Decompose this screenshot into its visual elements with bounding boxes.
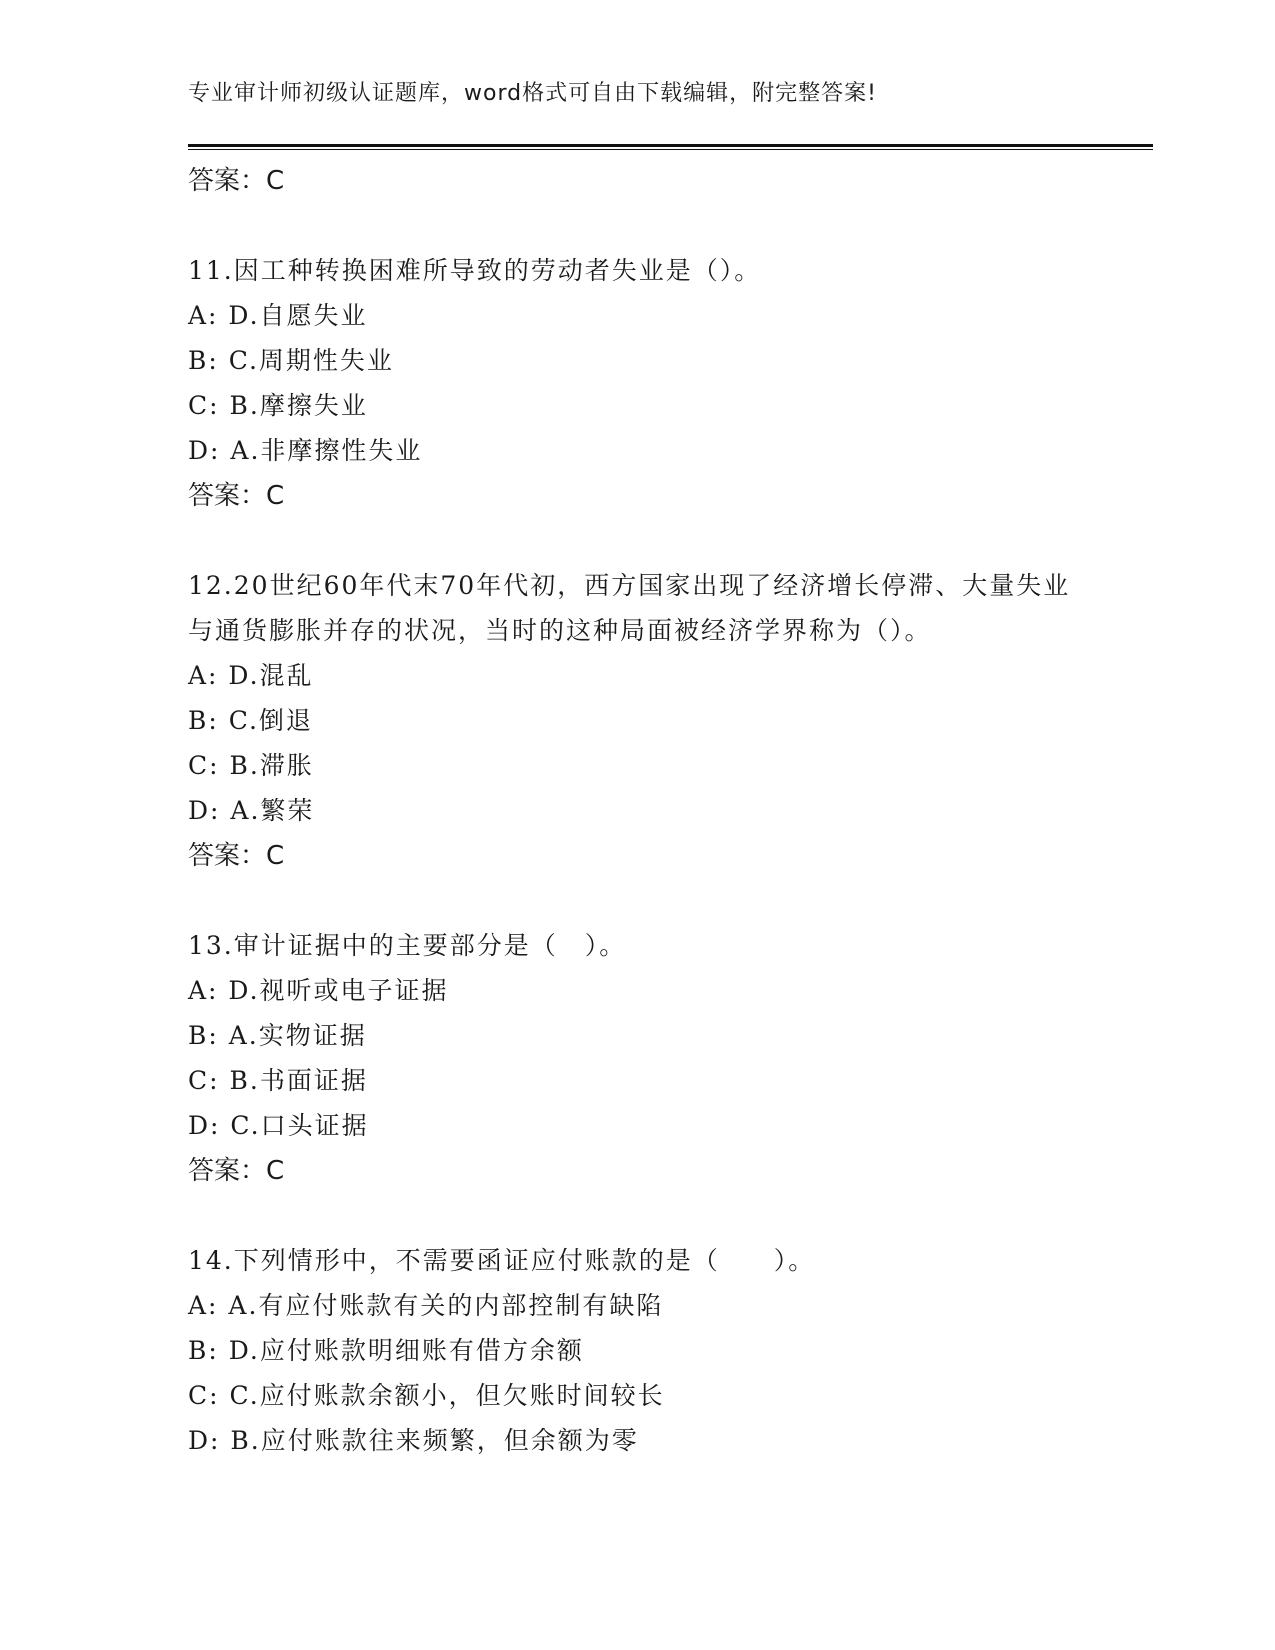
option-d: D: C.口头证据 xyxy=(188,1111,369,1140)
answer-line: 答案：C xyxy=(188,841,285,871)
option-a: A: D.混乱 xyxy=(188,661,314,690)
question-stem: 11.因工种转换困难所导致的劳动者失业是（）。 xyxy=(188,256,762,285)
option-a: A: D.视听或电子证据 xyxy=(188,976,449,1005)
option-b: B: C.倒退 xyxy=(188,706,313,735)
option-c: C: C.应付账款余额小，但欠账时间较长 xyxy=(188,1381,665,1410)
option-b: B: D.应付账款明细账有借方余额 xyxy=(188,1336,584,1365)
option-d: D: A.非摩擦性失业 xyxy=(188,436,423,465)
option-a: A: D.自愿失业 xyxy=(188,301,368,330)
question-13 xyxy=(188,923,1088,1194)
option-b: B: A.实物证据 xyxy=(188,1021,367,1050)
header-rule-thick xyxy=(188,144,1153,147)
option-d: D: A.繁荣 xyxy=(188,796,315,825)
question-list xyxy=(188,158,1088,1463)
option-a: A: A.有应付账款有关的内部控制有缺陷 xyxy=(188,1291,664,1320)
option-c: C: B.书面证据 xyxy=(188,1066,368,1095)
option-d: D: B.应付账款往来频繁，但余额为零 xyxy=(188,1426,639,1455)
question-stem: 13.审计证据中的主要部分是（ ）。 xyxy=(188,931,627,960)
question-stem: 12.20世纪60年代末70年代初，西方国家出现了经济增长停滞、大量失业与通货膨胀并存的状况，当时的这种局面被经济学界称为（）。 xyxy=(188,571,1071,645)
question-stem: 14.下列情形中，不需要函证应付账款的是（ ）。 xyxy=(188,1246,816,1275)
answer-line: 答案：C xyxy=(188,166,285,196)
option-c: C: B.摩擦失业 xyxy=(188,391,368,420)
page-header: 专业审计师初级认证题库，word格式可自由下载编辑，附完整答案! xyxy=(188,81,877,106)
question-12 xyxy=(188,563,1088,879)
option-b: B: C.周期性失业 xyxy=(188,346,394,375)
question-14 xyxy=(188,1238,1088,1463)
header-rule-thin xyxy=(188,149,1153,150)
answer-line: 答案：C xyxy=(188,1156,285,1186)
question-11 xyxy=(188,248,1088,519)
option-c: C: B.滞胀 xyxy=(188,751,314,780)
answer-line: 答案：C xyxy=(188,481,285,511)
